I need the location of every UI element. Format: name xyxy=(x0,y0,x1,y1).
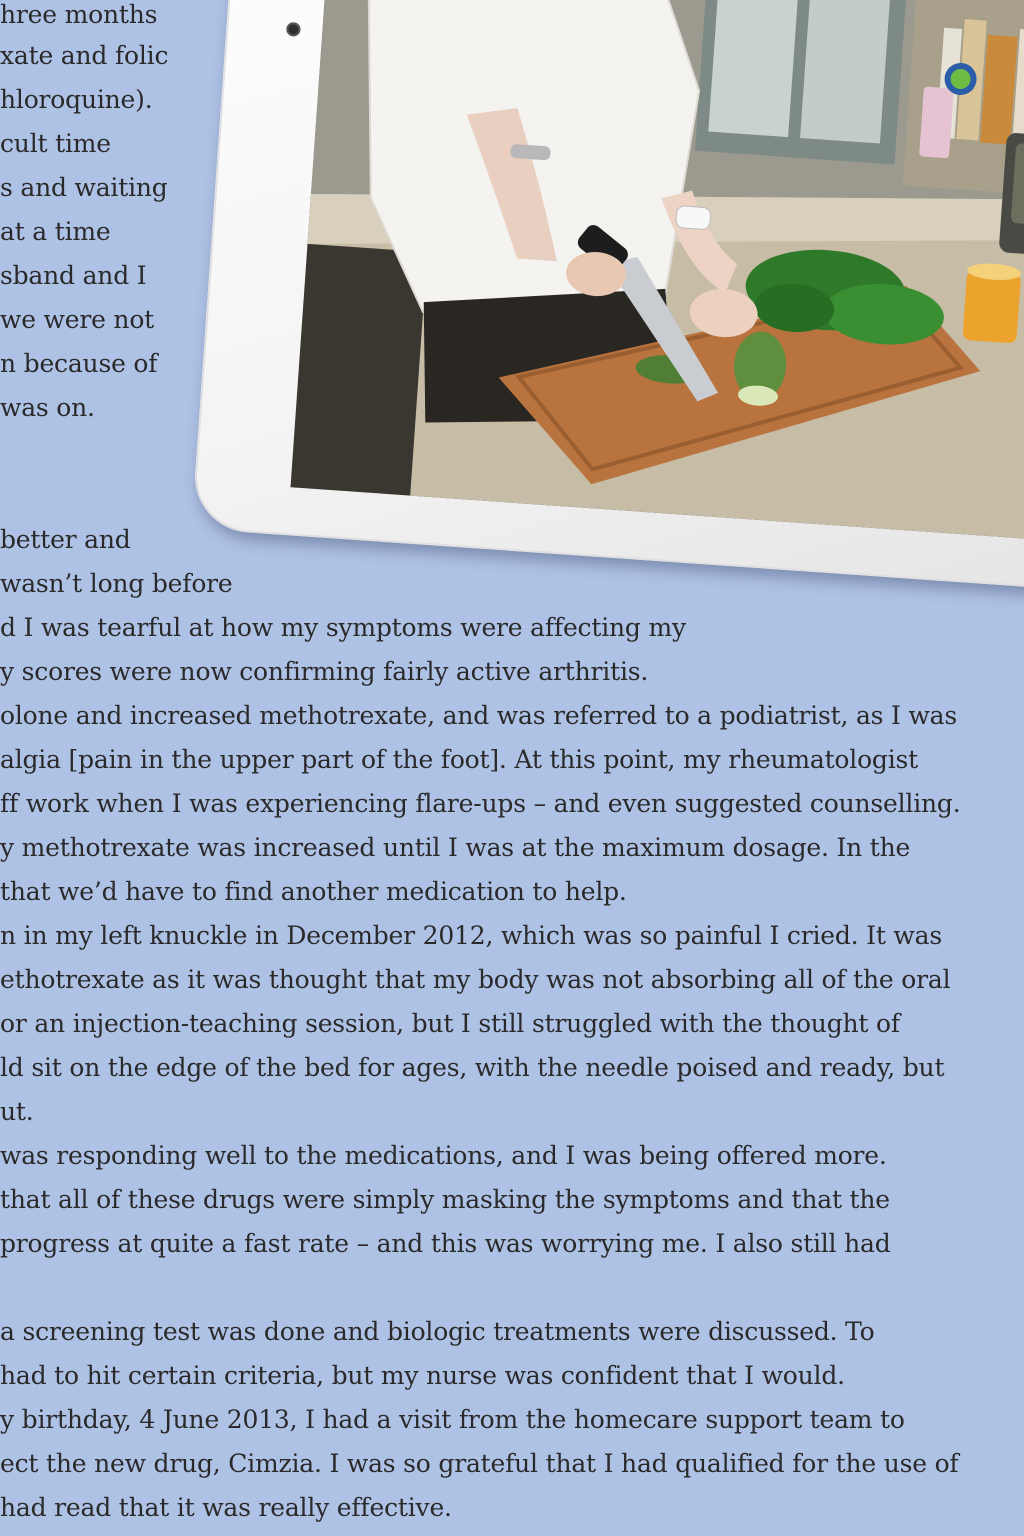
kitchen-photo xyxy=(290,0,1024,543)
text-line: ethotrexate as it was thought that my body was not absorbing all of the oral xyxy=(0,965,951,994)
text-line: olone and increased methotrexate, and was referred to a podiatrist, as I was xyxy=(0,701,957,730)
text-line: sband and I xyxy=(0,261,147,290)
text-line: progress at quite a fast rate – and this was worrying me. I also still had xyxy=(0,1229,891,1258)
text-line: that we’d have to find another medication to help. xyxy=(0,877,627,906)
text-line: better and xyxy=(0,525,131,554)
text-line: ld sit on the edge of the bed for ages, with the needle poised and ready, but xyxy=(0,1053,945,1082)
text-line: hloroquine). xyxy=(0,85,153,114)
text-line: that all of these drugs were simply masking the symptoms and that the xyxy=(0,1185,890,1214)
text-line: ut. xyxy=(0,1097,34,1126)
text-line: cult time xyxy=(0,129,111,158)
text-line: was on. xyxy=(0,393,95,422)
text-line: was responding well to the medications, and I was being offered more. xyxy=(0,1141,887,1170)
text-line: algia [pain in the upper part of the foot]. At this point, my rheumatologist xyxy=(0,745,919,774)
text-line: n because of xyxy=(0,349,158,378)
photo-illustration xyxy=(290,0,1024,543)
text-line: or an injection-teaching session, but I still struggled with the thought of xyxy=(0,1009,900,1038)
text-line: had to hit certain criteria, but my nurse was confident that I would. xyxy=(0,1361,845,1390)
text-line: y scores were now confirming fairly active arthritis. xyxy=(0,657,649,686)
text-line: y methotrexate was increased until I was at the maximum dosage. In the xyxy=(0,833,911,862)
text-line: xate and folic xyxy=(0,41,169,70)
tablet-frame xyxy=(191,0,1024,594)
text-line: we were not xyxy=(0,305,155,334)
text-line: hree months xyxy=(0,0,158,29)
text-line: d I was tearful at how my symptoms were affecting my xyxy=(0,613,686,642)
text-line: y birthday, 4 June 2013, I had a visit from the homecare support team to xyxy=(0,1405,905,1434)
text-line: wasn’t long before xyxy=(0,569,233,598)
text-line: ect the new drug, Cimzia. I was so grateful that I had qualified for the use of xyxy=(0,1449,959,1478)
text-line: had read that it was really effective. xyxy=(0,1493,452,1522)
text-line: s and waiting xyxy=(0,173,168,202)
text-line: at a time xyxy=(0,217,111,246)
camera-icon xyxy=(286,22,301,37)
text-line: n in my left knuckle in December 2012, which was so painful I cried. It was xyxy=(0,921,942,950)
text-line: ff work when I was experiencing flare-ups – and even suggested counselling. xyxy=(0,789,961,818)
text-line: a screening test was done and biologic treatments were discussed. To xyxy=(0,1317,875,1346)
